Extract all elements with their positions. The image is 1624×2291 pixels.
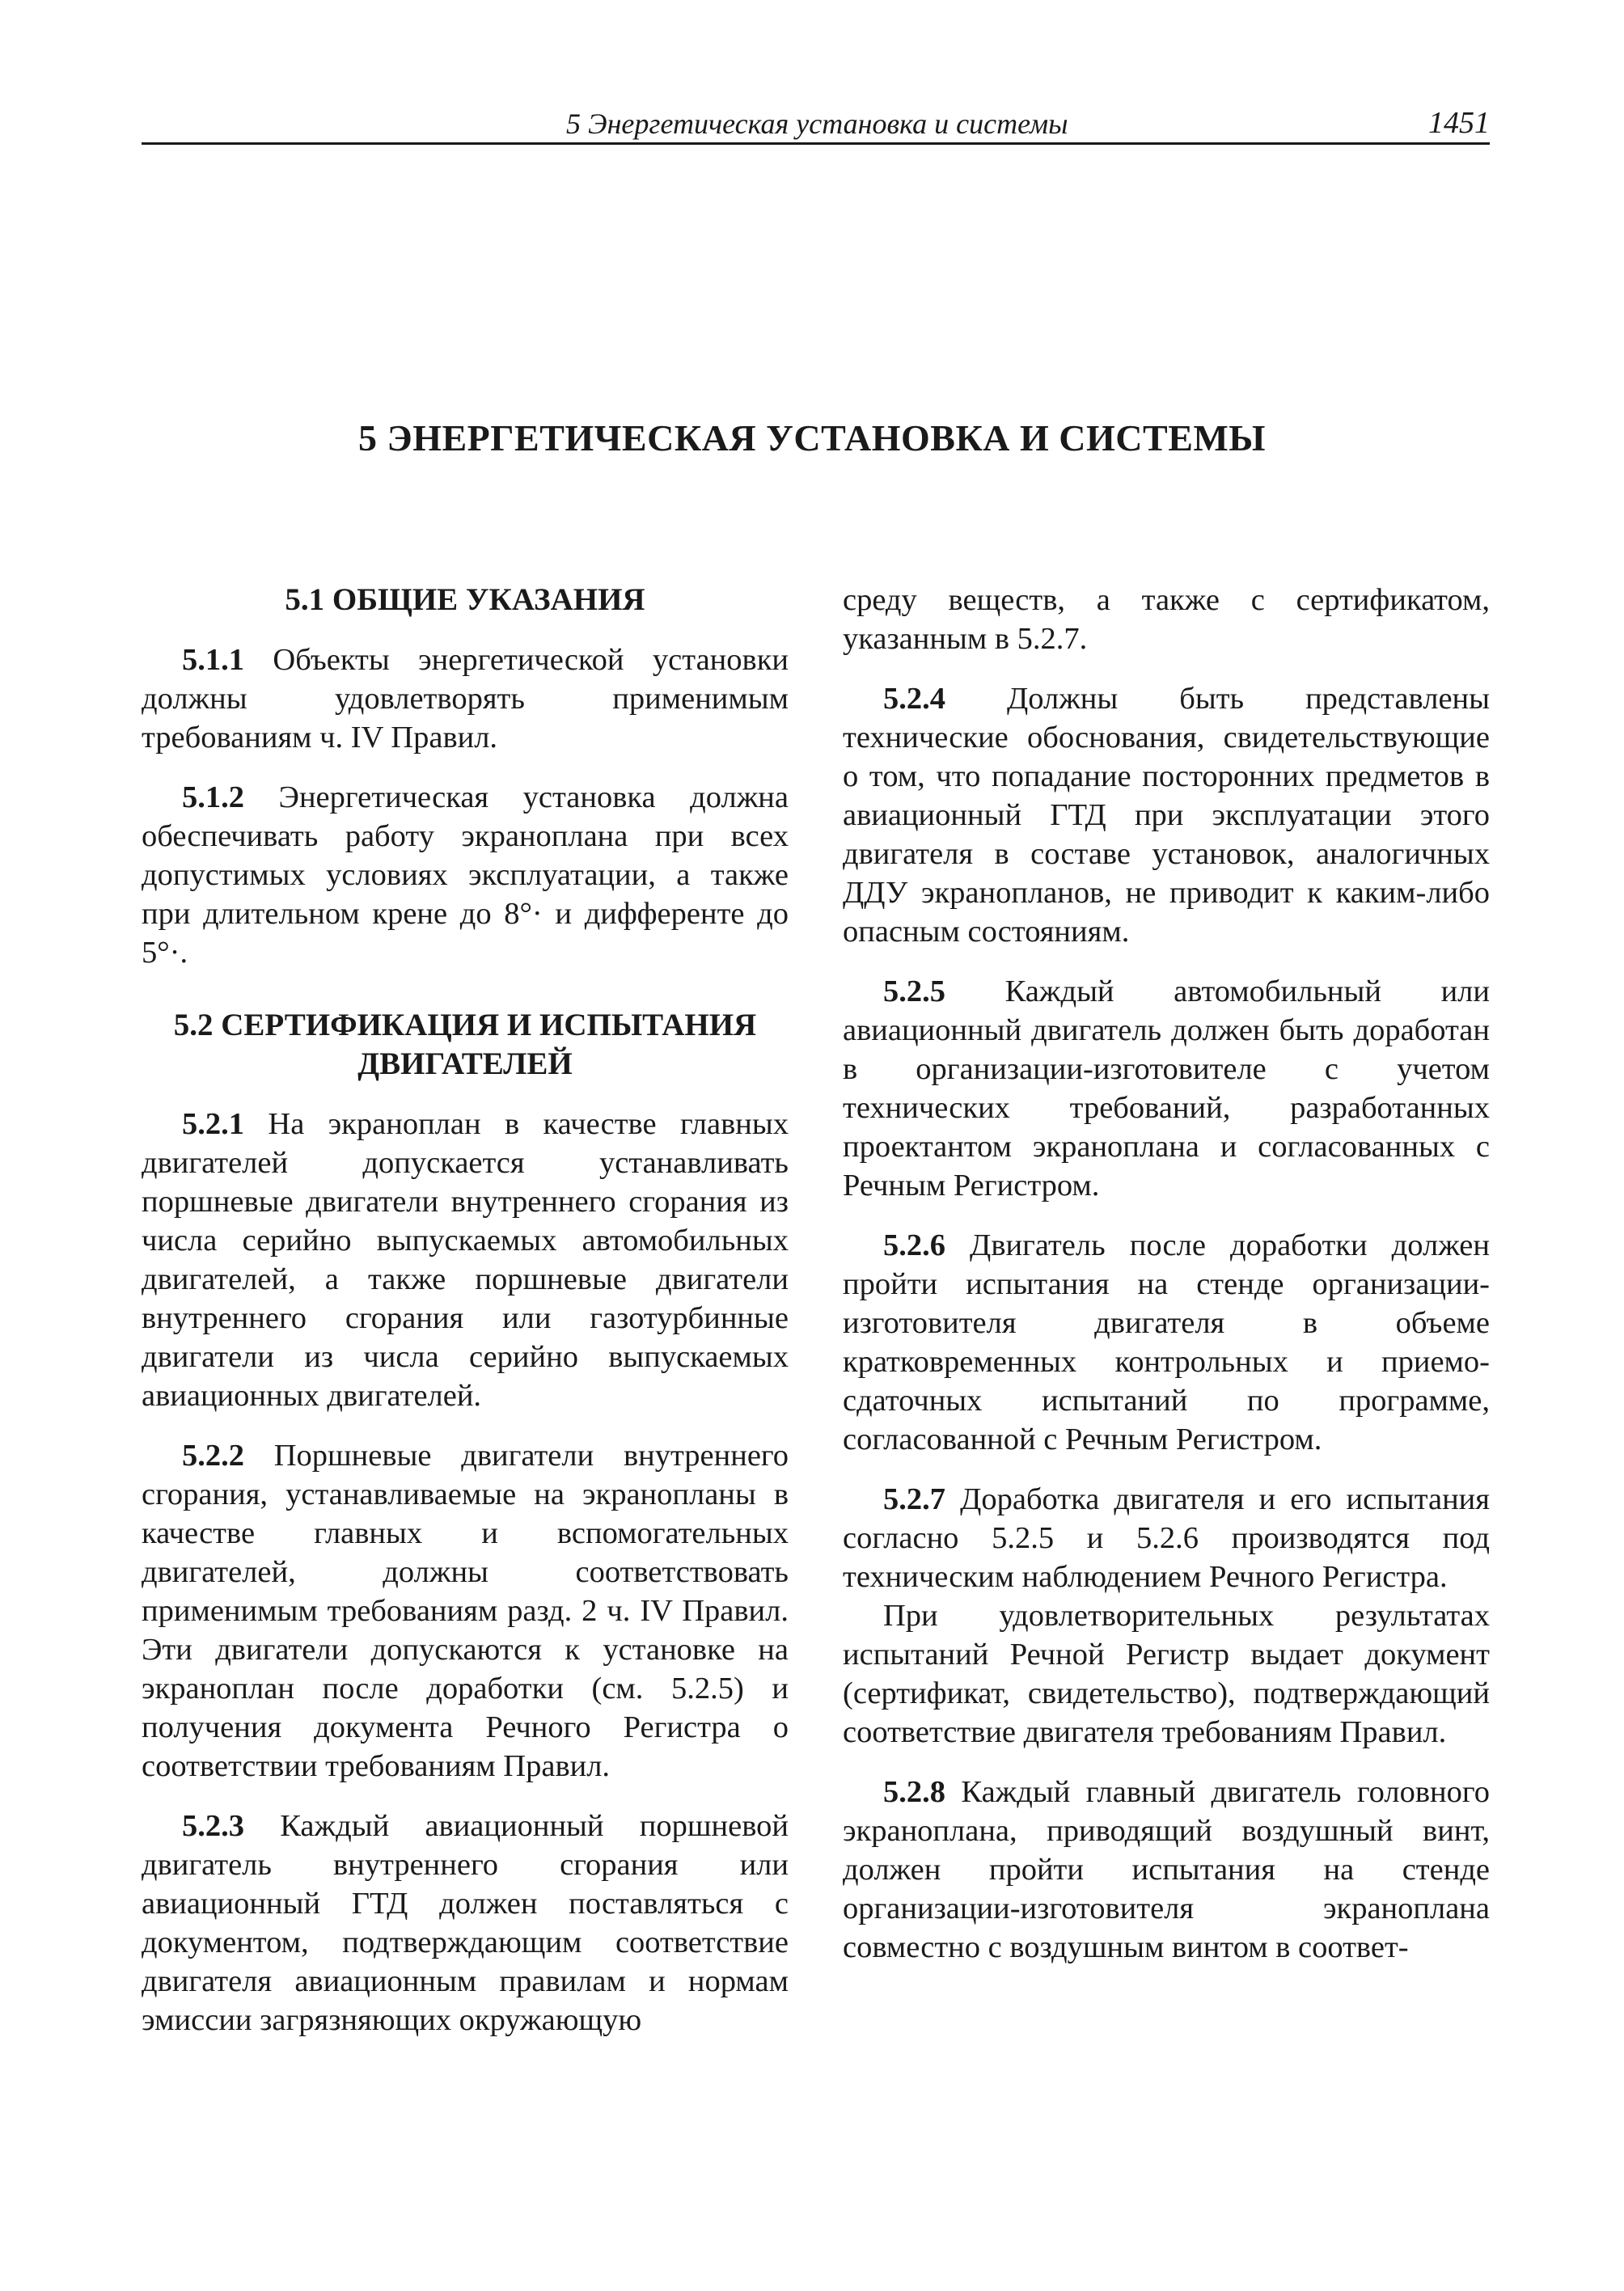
clause-number: 5.2.7 [883,1482,945,1516]
paragraph-5-2-5 [843,972,1490,1205]
paragraph-5-2-3 [142,1807,789,2039]
left-column [142,581,789,2061]
clause-number: 5.2.6 [883,1228,945,1262]
paragraph-5-2-1 [142,1105,789,1415]
clause-number: 5.1.1 [182,643,244,677]
clause-text: На экраноплан в качестве главных двигателей допускается устанавливать поршневые двигатели внутреннего сгорания из числа серийно выпускаемых автомобильных двигателей, а также поршневые двигатели внутреннего сгорания или газотурбинные двигатели из числа серийно выпускаемых авиационных двигателей. [142,1107,789,1413]
clause-text: Двигатель после доработки должен пройти испытания на стенде организации-изготовителя двигателя в объеме кратковременных контрольных и приемо-сдаточных испытаний по программе, согласованной с Речным Регистром. [843,1228,1490,1456]
section-heading-line: 5.2 СЕРТИФИКАЦИЯ И ИСПЫТАНИЯ [173,1008,757,1042]
paragraph-5-1-1 [142,640,789,757]
running-header [142,102,1490,145]
section-heading-5-1: 5.1 ОБЩИЕ УКАЗАНИЯ [285,582,645,617]
clause-text: Каждый автомобильный или авиационный двигатель должен быть доработан в организации-изготовителе с учетом технических требований, разработанных проектантом экраноплана и согласованных с Речным Регистром. [843,974,1490,1203]
clause-number: 5.1.2 [182,780,244,814]
clause-number: 5.2.3 [182,1809,244,1843]
page-number: 1451 [1428,106,1490,140]
clause-number: 5.2.8 [883,1775,945,1809]
clause-text: Должны быть представлены технические обоснования, свидетельствующие о том, что попадание посторонних предметов в авиационный ГТД при эксплуатации этого двигателя в составе установок, аналогичных ДДУ экранопланов, не приводит к каким-либо опасным состояниям. [843,682,1490,949]
clause-text: Каждый авиационный поршневой двигатель внутреннего сгорания или авиационный ГТД должен поставляться с документом, подтверждающим соответствие двигателя авиационным правилам и нормам эмиссии загрязняющих окружающую [142,1809,789,2037]
running-title: 5 Энергетическая установка и системы [566,108,1068,140]
paragraph-5-1-2 [142,778,789,972]
clause-text: Объекты энергетической установки должны удовлетворять применимым требованиям ч. IV Правил. [142,643,789,755]
right-column [843,581,1490,1988]
chapter-title: 5 ЭНЕРГЕТИЧЕСКАЯ УСТАНОВКА И СИСТЕМЫ [358,417,1266,459]
clause-text: Доработка двигателя и его испытания согласно 5.2.5 и 5.2.6 производятся под техническим наблюдением Речного Регистра. [843,1482,1490,1594]
paragraph-5-2-8 [843,1773,1490,1967]
clause-number: 5.2.2 [182,1439,244,1473]
section-heading-line: ДВИГАТЕЛЕЙ [357,1046,573,1081]
paragraph-5-2-2 [142,1436,789,1786]
section-heading-5-2 [142,1006,789,1084]
clause-text: Каждый главный двигатель головного экраноплана, приводящий воздушный винт, должен пройти испытания на стенде организации-изготовителя экраноплана совместно с воздушным винтом в соответ- [843,1775,1490,1964]
clause-text: Поршневые двигатели внутреннего сгорания, устанавливаемые на экранопланы в качестве главных и вспомогательных двигателей, должны соответствовать применимым требованиям разд. 2 ч. IV Правил. Эти двигатели допускаются к установке на экраноплан после доработки (см. 5.2.5) и получения документа Речного Регистра о соответствии требованиям Правил. [142,1439,789,1783]
clause-text: Энергетическая установка должна обеспечивать работу экраноплана при всех допустимых условиях эксплуатации, а также при длительном крене до 8°· и дифференте до 5°·. [142,780,789,970]
clause-number: 5.2.4 [883,682,945,716]
paragraph-5-2-6 [843,1226,1490,1459]
paragraph-5-2-3-continued: среду веществ, а также с сертификатом, указанным в 5.2.7. [843,583,1490,656]
clause-number: 5.2.5 [883,974,945,1008]
paragraph-5-2-4 [843,679,1490,951]
clause-number: 5.2.1 [182,1107,244,1141]
paragraph-5-2-7-result: При удовлетворительных результатах испытаний Речной Регистр выдает документ (сертификат, свидетельство), подтверждающий соответствие двигателя требованиям Правил. [843,1599,1490,1749]
paragraph-5-2-7 [843,1480,1490,1596]
